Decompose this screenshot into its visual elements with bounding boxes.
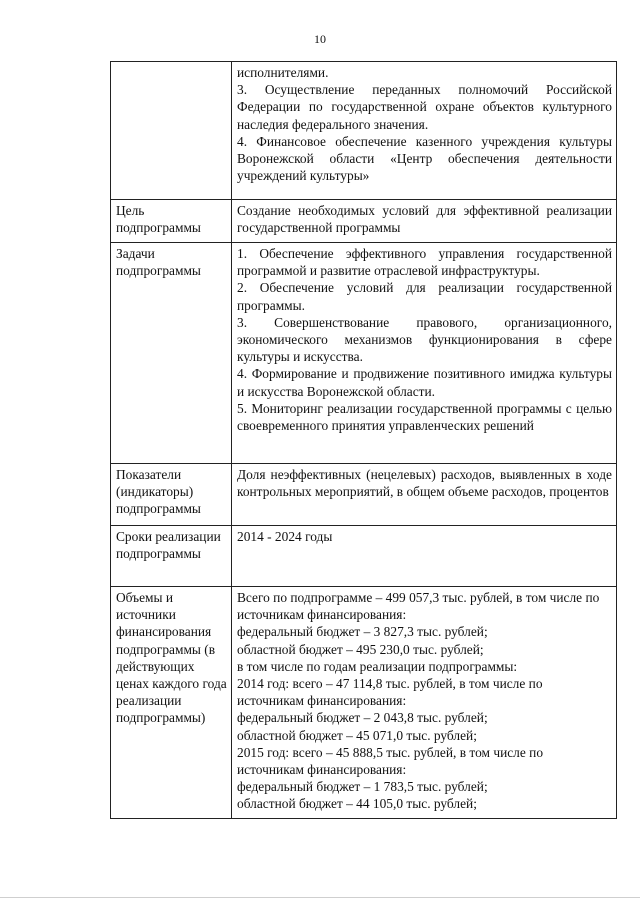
table-row (111, 587, 617, 819)
table-row (111, 243, 617, 464)
row-label: Сроки реализации подпрограммы (111, 526, 232, 587)
content-paragraph: 2014 - 2024 годы (237, 529, 333, 544)
content-paragraph: 3. Осуществление переданных полномочий Российской Федерации по государственной охране объектов культурного наследия федерального значения. (237, 82, 612, 132)
scan-edge-divider (0, 897, 640, 898)
content-paragraph: областной бюджет – 45 071,0 тыс. рублей; (237, 727, 477, 743)
content-paragraph: 3. Совершенствование правового, организационного, экономического механизмов функционирования в сфере культуры и искусства. (237, 314, 612, 365)
row-content (232, 587, 617, 819)
content-paragraph: Создание необходимых условий для эффективной реализации государственной программы (237, 203, 612, 236)
content-paragraph: федеральный бюджет – 1 783,5 тыс. рублей; (237, 779, 488, 795)
row-label: Объемы и источники финансирования подпрограммы (в действующих ценах каждого года реализации подпрограммы) (111, 587, 232, 819)
content-paragraph: 5. Мониторинг реализации государственной программы с целью своевременного принятия управленческих решений (237, 400, 612, 434)
content-paragraph: Доля неэффективных (нецелевых) расходов, выявленных в ходе контрольных мероприятий, в общем объеме расходов, процентов (237, 467, 612, 500)
content-paragraph: 4. Финансовое обеспечение казенного учреждения культуры Воронежской области «Центр обеспечения деятельности учреждений культуры» (237, 133, 612, 184)
row-content (232, 62, 617, 200)
subprogram-passport-table (110, 61, 617, 819)
row-content (232, 243, 617, 464)
row-label: Цель подпрограммы (111, 200, 232, 243)
row-content (232, 464, 617, 526)
content-paragraph: Всего по подпрограмме – 499 057,3 тыс. рублей, в том числе по источникам финансирования: (237, 590, 600, 623)
content-paragraph: исполнителями. (237, 65, 329, 80)
content-paragraph: 4. Формирование и продвижение позитивного имиджа культуры и искусства Воронежской области. (237, 366, 612, 399)
row-label: Показатели (индикаторы) подпрограммы (111, 464, 232, 526)
table-row (111, 62, 617, 200)
content-paragraph: 2. Обеспечение условий для реализации государственной программы. (237, 280, 612, 313)
content-paragraph: областной бюджет – 44 105,0 тыс. рублей; (237, 796, 477, 812)
row-content (232, 200, 617, 243)
table-row (111, 526, 617, 587)
content-paragraph: 2014 год: всего – 47 114,8 тыс. рублей, в том числе по источникам финансирования: (237, 676, 543, 709)
content-paragraph: 1. Обеспечение эффективного управления государственной программой и развитие отраслевой инфраструктуры. (237, 246, 612, 279)
row-label: Задачи подпрограммы (111, 243, 232, 464)
page-number: 10 (314, 32, 326, 46)
table-row (111, 464, 617, 526)
row-label (111, 62, 232, 200)
content-paragraph: 2015 год: всего – 45 888,5 тыс. рублей, в том числе по источникам финансирования: (237, 744, 544, 778)
row-content (232, 526, 617, 587)
content-paragraph: областной бюджет – 495 230,0 тыс. рублей; (237, 641, 484, 657)
table-row (111, 200, 617, 243)
content-paragraph: федеральный бюджет – 2 043,8 тыс. рублей; (237, 710, 488, 726)
content-paragraph: в том числе по годам реализации подпрограммы: (237, 658, 518, 674)
content-paragraph: федеральный бюджет – 3 827,3 тыс. рублей; (237, 624, 488, 640)
